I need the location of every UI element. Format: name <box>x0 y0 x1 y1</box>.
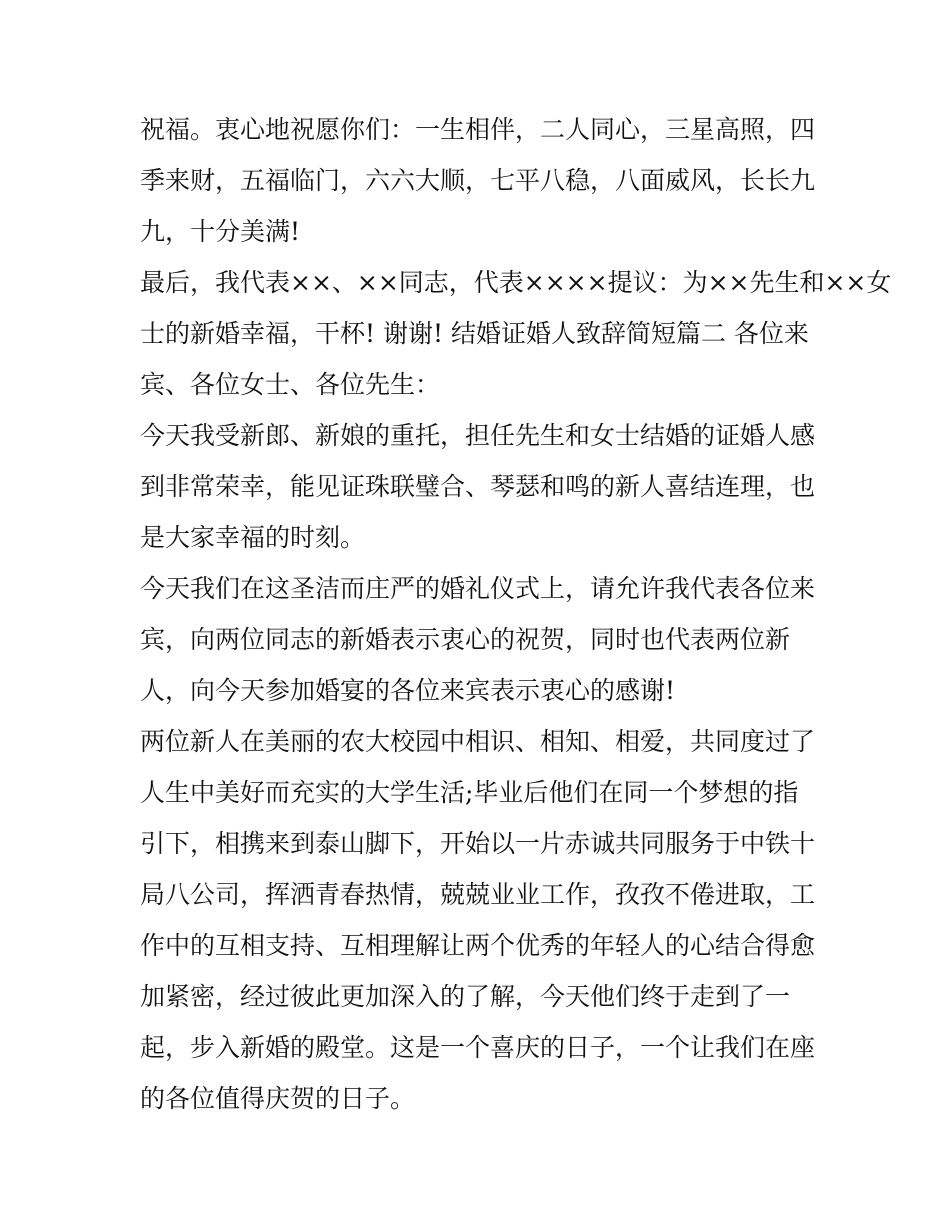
text-line: 引下，相携来到泰山脚下，开始以一片赤诚共同服务于中铁十 <box>140 829 816 858</box>
text-line: 今天我受新郎、新娘的重托，担任先生和女士结婚的证婚人感 <box>140 421 816 450</box>
text-line: 宾、各位女士、各位先生： <box>140 370 441 399</box>
text-line: 作中的互相支持、互相理解让两个优秀的年轻人的心结合得愈 <box>140 931 816 960</box>
text-line: 两位新人在美丽的农大校园中相识、相知、相爱，共同度过了 <box>140 727 816 756</box>
document-body <box>140 104 892 1124</box>
text-line: 到非常荣幸，能见证珠联璧合、琴瑟和鸣的新人喜结连理，也 <box>140 472 816 501</box>
text-line: 宾，向两位同志的新婚表示衷心的祝贺，同时也代表两位新 <box>140 625 791 654</box>
text-line: 最后，我代表××、××同志，代表××××提议：为××先生和××女 <box>140 268 892 297</box>
text-line: 起，步入新婚的殿堂。这是一个喜庆的日子，一个让我们在座 <box>140 1033 816 1062</box>
text-line: 人生中美好而充实的大学生活;毕业后他们在同一个梦想的指 <box>140 778 799 807</box>
text-line: 九，十分美满! <box>140 217 301 246</box>
text-line: 季来财，五福临门，六六大顺，七平八稳，八面威风，长长九 <box>140 166 816 195</box>
text-line: 士的新婚幸福，干杯! 谢谢! 结婚证婚人致辞简短篇二 各位来 <box>140 319 809 348</box>
text-line: 祝福。衷心地祝愿你们：一生相伴，二人同心，三星高照，四 <box>140 115 816 144</box>
text-line: 今天我们在这圣洁而庄严的婚礼仪式上，请允许我代表各位来 <box>140 574 816 603</box>
text-line: 的各位值得庆贺的日子。 <box>140 1084 416 1113</box>
text-line: 人，向今天参加婚宴的各位来宾表示衷心的感谢! <box>140 676 676 705</box>
text-line: 是大家幸福的时刻。 <box>140 523 366 552</box>
text-line: 加紧密，经过彼此更加深入的了解，今天他们终于走到了一 <box>140 982 791 1011</box>
text-line: 局八公司，挥洒青春热情，兢兢业业工作，孜孜不倦进取，工 <box>140 880 816 909</box>
